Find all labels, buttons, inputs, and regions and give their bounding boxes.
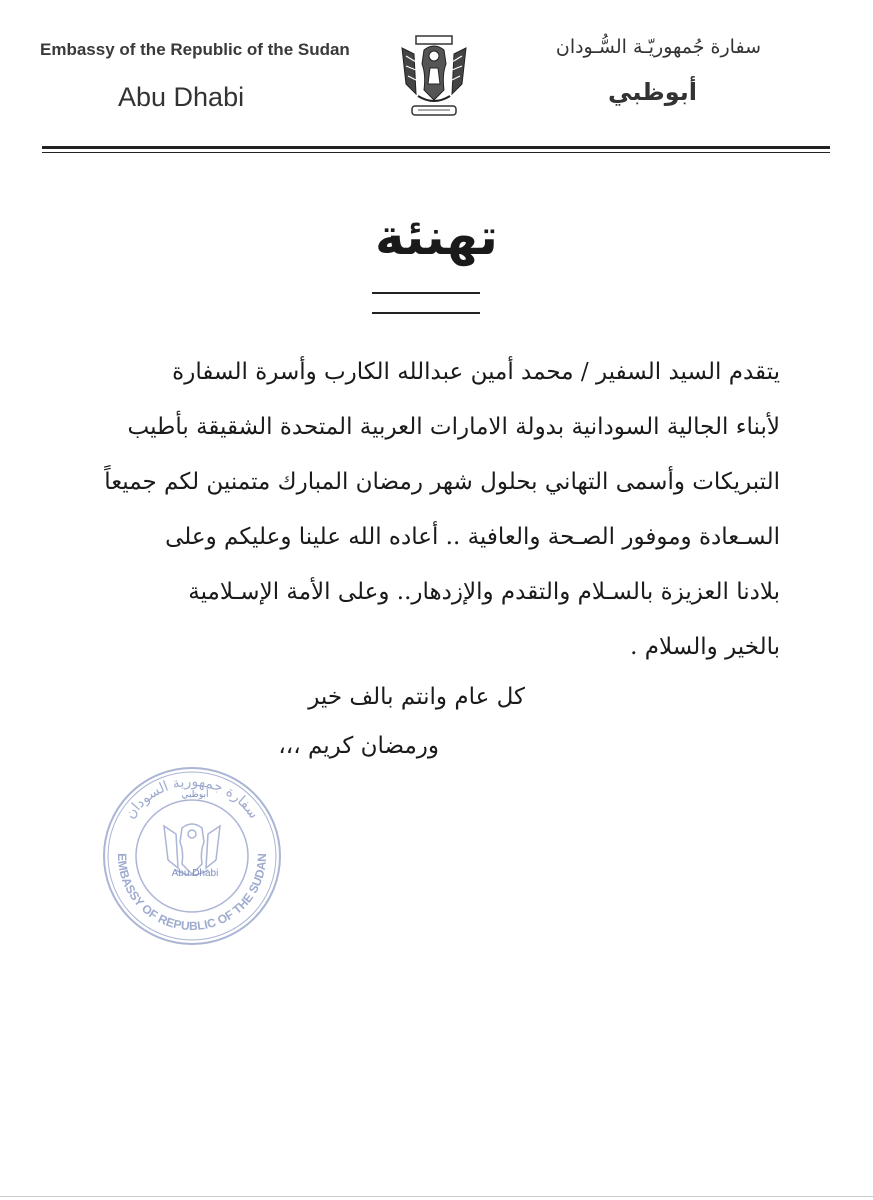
body-line: بلادنا العزيزة بالسـلام والتقدم والإزدهار.. وعلى الأمة الإسـلامية [188,579,780,605]
header-divider-thick [42,146,830,149]
page-bottom-edge [0,1196,873,1197]
header-divider-thin [42,152,830,153]
title-underline-bottom [372,312,480,314]
body-line: يتقدم السيد السفير / محمد أمين عبدالله الكارب وأسرة السفارة [172,359,780,385]
body-line: بالخير والسلام . [630,634,780,660]
body-line: السـعادة وموفور الصـحة والعافية .. أعاده الله علينا وعليكم وعلى [165,524,780,550]
title-underline-top [372,292,480,294]
header-arabic-city: أبوظبي [608,78,697,106]
closing-greeting: كل عام وانتم بالف خير [308,684,525,710]
document-title: تهنئة [375,208,498,266]
stamp-arabic-ring-text: سفارة جمهورية السودان [122,773,262,822]
header-english-city: Abu Dhabi [118,82,245,112]
letter-body [80,345,780,675]
body-line: التبريكات وأسمى التهاني بحلول شهر رمضان المبارك متمنين لكم جميعاً [104,469,780,495]
stamp-arabic-city: أبوظبي [181,790,209,800]
header-arabic-title: سفارة جُمهوريّـة السُّـودان [555,36,761,58]
sudan-emblem-logo [396,34,472,122]
stamp-english-city: Abu Dhabi [171,868,219,879]
body-line: لأبناء الجالية السودانية بدولة الامارات العربية المتحدة الشقيقة بأطيب [127,414,780,440]
closing-blessing: ورمضان كريم ،،، [278,733,439,759]
header-english-title: Embassy of the Republic of the Sudan [40,40,350,59]
stamp-english-ring-text: EMBASSY OF REPUBLIC OF THE SUDAN [114,853,270,934]
